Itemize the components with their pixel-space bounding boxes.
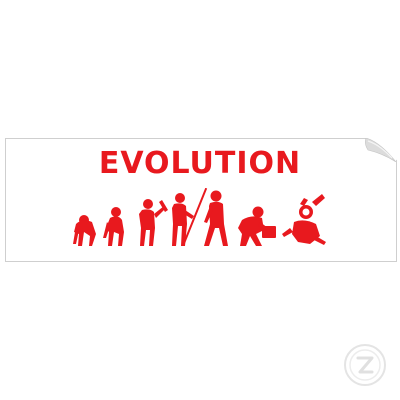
sticker-title: EVOLUTION <box>98 146 302 181</box>
modern-man-figure-icon <box>204 191 228 247</box>
ape-figure-icon <box>73 215 96 246</box>
caveman-figure-icon <box>139 199 168 246</box>
early-hominid-figure-icon <box>103 207 124 246</box>
crouching-man-figure-icon <box>238 207 276 247</box>
fallen-man-figure-icon <box>282 194 326 245</box>
evolution-figures <box>72 188 332 248</box>
zazzle-z-logo-icon <box>343 343 387 387</box>
spear-man-figure-icon <box>172 188 207 246</box>
